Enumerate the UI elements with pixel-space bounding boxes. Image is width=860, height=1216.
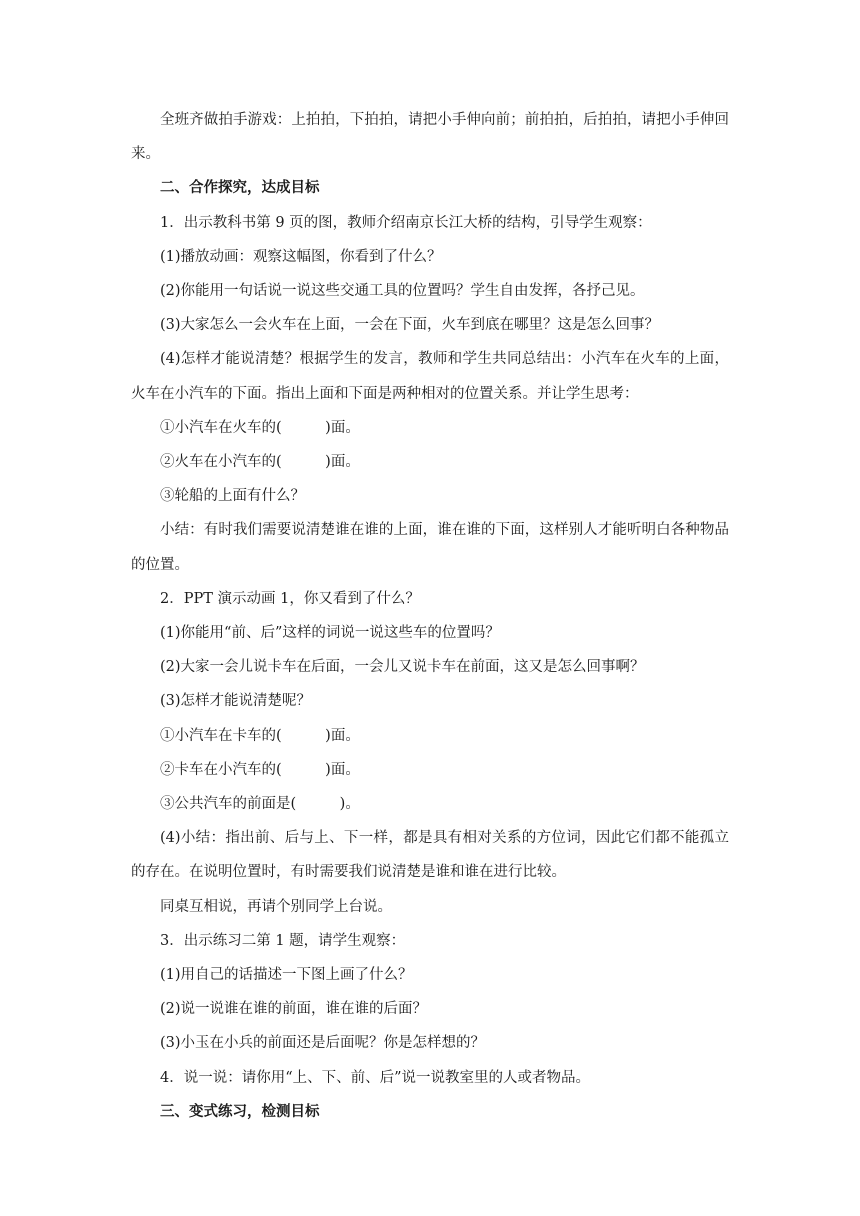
- section-heading-3: 三、变式练习，检测目标: [160, 1102, 320, 1120]
- paragraph-step-1-q1: (1)播放动画：观察这幅图，你看到了什么？: [160, 248, 442, 265]
- paragraph-fill-blank-4: ②卡车在小汽车的( )面。: [160, 761, 360, 778]
- paragraph-step-1: 1．出示教科书第 9 页的图，教师介绍南京长江大桥的结构，引导学生观察：: [160, 214, 652, 231]
- paragraph-step-2-q4: (4)小结：指出前、后与上、下一样，都是具有相对关系的方位词，因此它们都不能孤立的存在。在说明位置时，有时需要我们说清楚是谁和谁在进行比较。: [131, 830, 729, 881]
- paragraph-step-3: 3．出示练习二第 1 题，请学生观察：: [160, 932, 406, 949]
- paragraph-fill-blank-1: ①小汽车在火车的( )面。: [160, 419, 360, 436]
- paragraph-step-2-q3: (3)怎样才能说清楚呢？: [160, 693, 312, 710]
- paragraph-step-3-q3: (3)小玉在小兵的前面还是后面呢？你是怎样想的？: [160, 1035, 486, 1052]
- paragraph-step-1-q2: (2)你能用一句话说一说这些交通工具的位置吗？学生自由发挥，各抒己见。: [160, 283, 645, 300]
- paragraph-question-3: ③轮船的上面有什么？: [160, 488, 305, 505]
- paragraph-step-2-q1: (1)你能用“前、后”这样的词说一说这些车的位置吗？: [160, 625, 500, 642]
- paragraph-summary-1: 小结：有时我们需要说清楚谁在谁的上面，谁在谁的下面，这样别人才能听明白各种物品的位置。: [131, 522, 729, 573]
- document-page: [131, 103, 729, 1129]
- paragraph-step-2-q2: (2)大家一会儿说卡车在后面，一会儿又说卡车在前面，这又是怎么回事啊？: [160, 659, 645, 676]
- paragraph-step-1-q3: (3)大家怎么一会火车在上面，一会在下面，火车到底在哪里？这是怎么回事？: [160, 317, 660, 334]
- paragraph-step-3-q1: (1)用自己的话描述一下图上画了什么？: [160, 967, 413, 984]
- paragraph-fill-blank-2: ②火车在小汽车的( )面。: [160, 454, 360, 471]
- paragraph-fill-blank-5: ③公共汽车的前面是( )。: [160, 796, 360, 813]
- paragraph-step-2: 2．PPT 演示动画 1，你又看到了什么？: [160, 590, 420, 607]
- paragraph-pair-talk: 同桌互相说，再请个别同学上台说。: [160, 898, 392, 915]
- paragraph-step-4: 4．说一说：请你用“上、下、前、后”说一说教室里的人或者物品。: [160, 1069, 591, 1086]
- section-heading-2: 二、合作探究，达成目标: [160, 179, 320, 197]
- paragraph-clapping-game: 全班齐做拍手游戏：上拍拍，下拍拍，请把小手伸向前；前拍拍，后拍拍，请把小手伸回来。: [131, 112, 729, 163]
- paragraph-fill-blank-3: ①小汽车在卡车的( )面。: [160, 727, 360, 744]
- paragraph-step-1-q4: (4)怎样才能说清楚？根据学生的发言，教师和学生共同总结出：小汽车在火车的上面，火车在小汽车的下面。指出上面和下面是两种相对的位置关系。并让学生思考：: [131, 351, 729, 402]
- paragraph-step-3-q2: (2)说一说谁在谁的前面，谁在谁的后面？: [160, 1001, 428, 1018]
